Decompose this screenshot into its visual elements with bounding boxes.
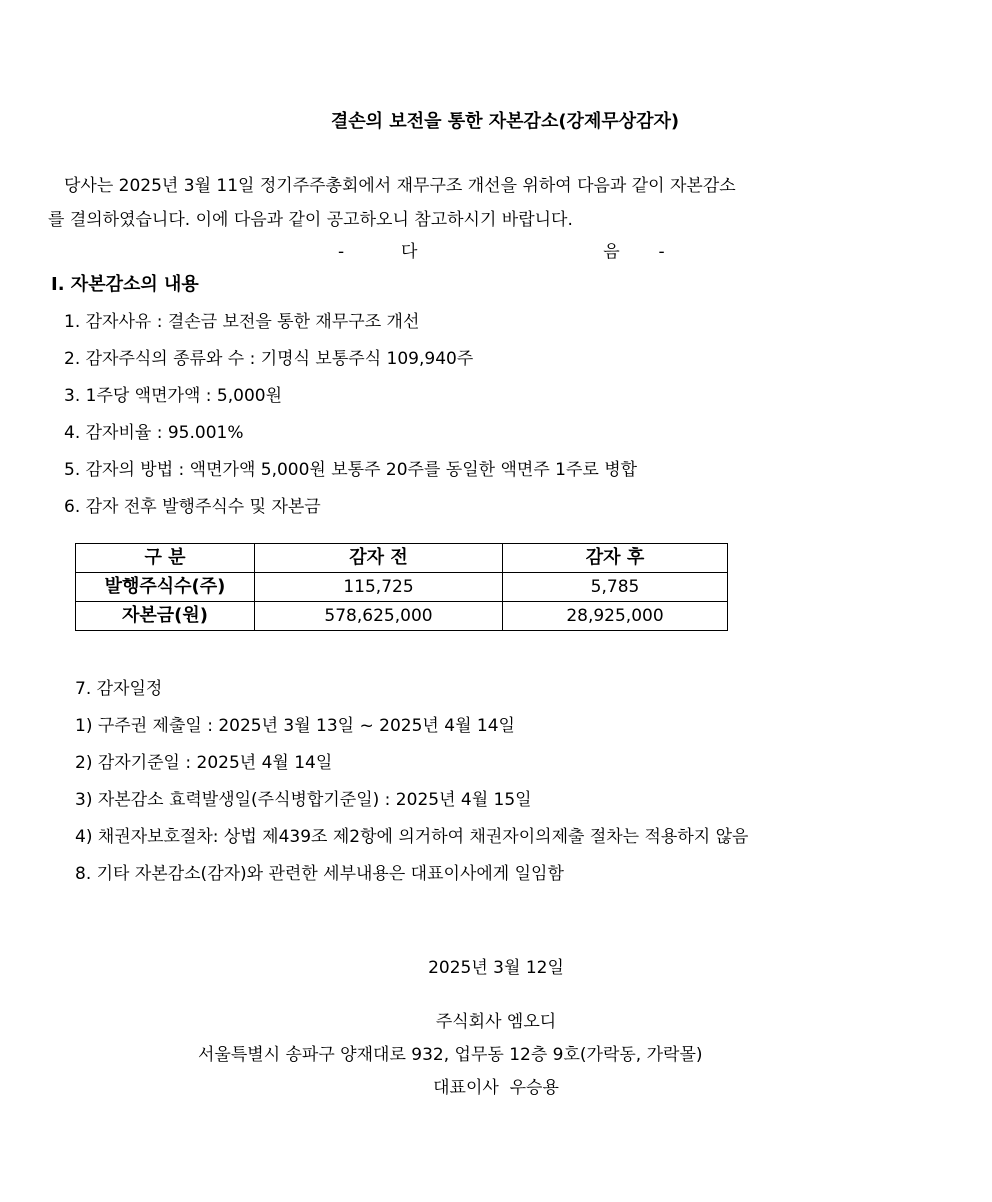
table-header-category: 구 분 — [76, 544, 255, 573]
separator-dash-left: - — [338, 242, 345, 262]
list-item: 6. 감자 전후 발행주식수 및 자본금 — [64, 497, 321, 517]
table-cell: 578,625,000 — [255, 602, 503, 631]
separator-eum: 음 — [603, 242, 620, 262]
table-header-row — [76, 544, 728, 573]
list-item: 1. 감자사유 : 결손금 보전을 통한 재무구조 개선 — [64, 312, 420, 332]
schedule-heading: 7. 감자일정 — [75, 679, 163, 699]
capital-reduction-table — [75, 543, 728, 631]
company-name: 주식회사 엠오디 — [435, 1012, 557, 1032]
separator-dash-right: - — [658, 242, 665, 262]
table-row — [76, 602, 728, 631]
table-header-before: 감자 전 — [255, 544, 503, 573]
ceo-name: 대표이사 우승용 — [433, 1078, 559, 1098]
intro-line-2: 를 결의하였습니다. 이에 다음과 같이 공고하오니 참고하시기 바랍니다. — [48, 210, 573, 230]
schedule-item: 1) 구주권 제출일 : 2025년 3월 13일 ~ 2025년 4월 14일 — [75, 716, 515, 736]
separator-da: 다 — [400, 242, 418, 262]
separator-line — [338, 244, 665, 261]
table-header-after: 감자 후 — [503, 544, 728, 573]
document-title: 결손의 보전을 통한 자본감소(강제무상감자) — [330, 111, 680, 132]
table-cell: 5,785 — [503, 573, 728, 602]
table-row — [76, 573, 728, 602]
schedule-item: 2) 감자기준일 : 2025년 4월 14일 — [75, 753, 333, 773]
table-cell: 28,925,000 — [503, 602, 728, 631]
table-cell: 115,725 — [255, 573, 503, 602]
schedule-item: 4) 채권자보호절차: 상법 제439조 제2항에 의거하여 채권자이의제출 절차는 적용하지 않음 — [75, 827, 749, 847]
schedule-item: 8. 기타 자본감소(감자)와 관련한 세부내용은 대표이사에게 일임함 — [75, 864, 564, 884]
notice-date: 2025년 3월 12일 — [428, 958, 564, 978]
intro-line-1: 당사는 2025년 3월 11일 정기주주총회에서 재무구조 개선을 위하여 다음과 같이 자본감소 — [64, 176, 736, 196]
list-item: 3. 1주당 액면가액 : 5,000원 — [64, 386, 282, 406]
table-cell-label: 자본금(원) — [76, 602, 255, 631]
list-item: 5. 감자의 방법 : 액면가액 5,000원 보통주 20주를 동일한 액면주 1주로 병합 — [64, 460, 638, 480]
list-item: 2. 감자주식의 종류와 수 : 기명식 보통주식 109,940주 — [64, 349, 474, 369]
schedule-item: 3) 자본감소 효력발생일(주식병합기준일) : 2025년 4월 15일 — [75, 790, 532, 810]
company-address: 서울특별시 송파구 양재대로 932, 업무동 12층 9호(가락동, 가락몰) — [198, 1045, 703, 1065]
table-cell-label: 발행주식수(주) — [76, 573, 255, 602]
section-heading: Ⅰ. 자본감소의 내용 — [51, 274, 199, 295]
list-item: 4. 감자비율 : 95.001% — [64, 423, 244, 443]
